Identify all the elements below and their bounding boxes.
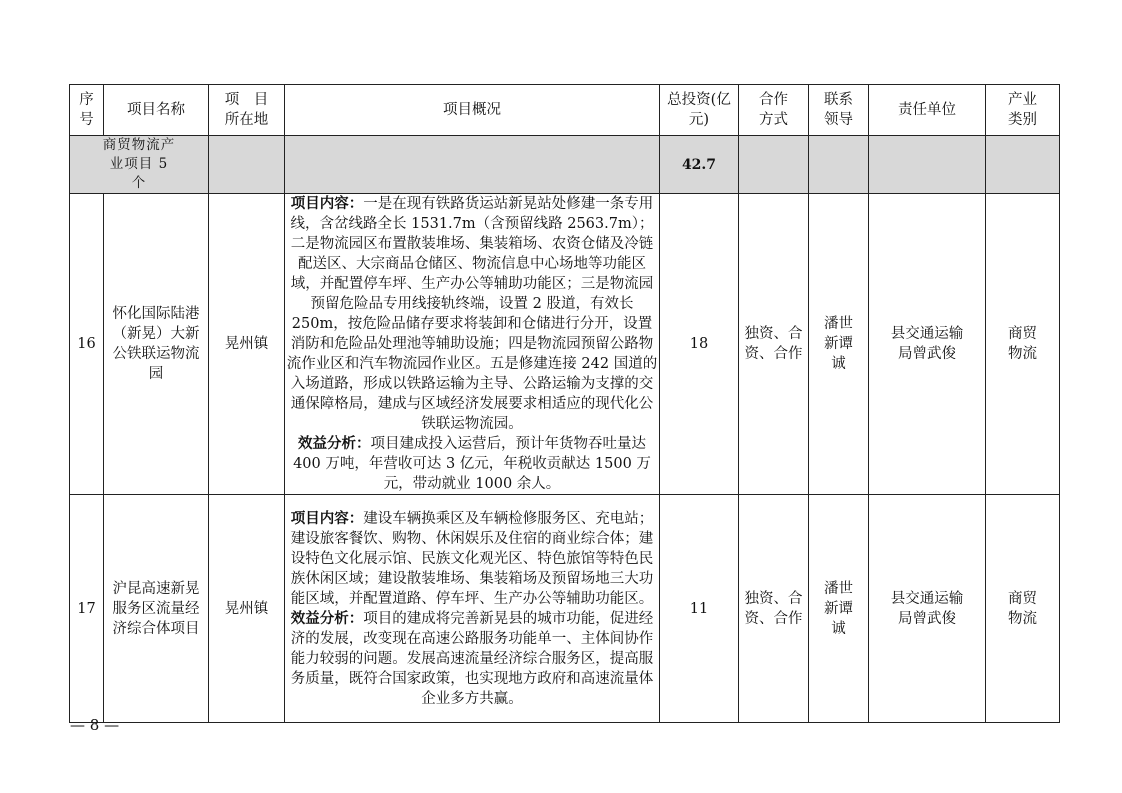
row-leader: 潘世新谭 诚 bbox=[809, 495, 869, 723]
category-empty-unit bbox=[869, 136, 986, 194]
table-row bbox=[70, 495, 1060, 723]
header-category: 产业类别 bbox=[986, 85, 1060, 136]
header-investment: 总投资(亿元) bbox=[660, 85, 739, 136]
content-text: 一是在现有铁路货运站新晃站处修建一条专用线，含岔线路全长 1531.7m（含预留线路 2563.7m）；二是物流园区布置散装堆场、集装箱场、农资仓储及冷链配送区、大宗商品仓储区、物流信息中心场地等功能区域，并配置停车坪、生产办公等辅助功能区；三是物流园预留危险品专用线接轨终端，设置 2 股道，有效长 250m，按危险品储存要求将装卸和仓储进行分开，设置消防和危险品处理池等辅助设施；四是物流园预留公路物流作业区和汽车物流园作业区。五是修建连接 242 国道的入场道路，形成以铁路运输为主导、公路运输为支撑的交通保障格局，建成与区域经济发展要求相适应的现代化公铁联运物流园。 bbox=[286, 196, 658, 432]
category-row bbox=[70, 136, 1060, 194]
row-cooperation: 独资、合资、合作 bbox=[739, 194, 809, 495]
row-category: 商贸物流 bbox=[986, 194, 1060, 495]
row-unit: 县交通运输局曾武俊 bbox=[869, 194, 986, 495]
row-location: 晃州镇 bbox=[209, 194, 285, 495]
row-leader: 潘世新谭 诚 bbox=[809, 194, 869, 495]
header-row bbox=[70, 85, 1060, 136]
content-label: 项目内容： bbox=[290, 195, 364, 212]
project-table bbox=[69, 84, 1060, 723]
header-unit: 责任单位 bbox=[869, 85, 986, 136]
page-number: — 8 — bbox=[70, 716, 120, 734]
category-empty-overview bbox=[285, 136, 660, 194]
header-location: 项 目所在地 bbox=[209, 85, 285, 136]
row-overview bbox=[285, 495, 660, 723]
header-overview: 项目概况 bbox=[285, 85, 660, 136]
header-leader: 联系领导 bbox=[809, 85, 869, 136]
row-investment: 11 bbox=[660, 495, 739, 723]
category-investment: 42.7 bbox=[660, 136, 739, 194]
row-seq: 16 bbox=[70, 194, 104, 495]
category-empty-category bbox=[986, 136, 1060, 194]
benefit-text: 项目的建成将完善新晃县的城市功能，促进经济的发展，改变现在高速公路服务功能单一、主体间协作能力较弱的问题。发展高速流量经济综合服务区，提高服务质量，既符合国家政策，也实现地方政府和高速流量体企业多方共赢。 bbox=[290, 610, 654, 707]
row-category: 商贸物流 bbox=[986, 495, 1060, 723]
category-empty-location bbox=[209, 136, 285, 194]
benefit-text: 项目建成投入运营后，预计年货物吞吐量达 400 万吨，年营收可达 3 亿元，年税收贡献达 1500 万元，带动就业 1000 余人。 bbox=[293, 436, 651, 492]
content-label: 项目内容： bbox=[290, 509, 364, 527]
row-unit: 县交通运输局曾武俊 bbox=[869, 495, 986, 723]
row-name: 沪昆高速新晃服务区流量经济综合体项目 bbox=[104, 495, 209, 723]
category-empty-cooperation bbox=[739, 136, 809, 194]
row-cooperation: 独资、合资、合作 bbox=[739, 495, 809, 723]
category-empty-leader bbox=[809, 136, 869, 194]
row-location: 晃州镇 bbox=[209, 495, 285, 723]
header-seq: 序号 bbox=[70, 85, 104, 136]
row-seq: 17 bbox=[70, 495, 104, 723]
benefit-label: 效益分析： bbox=[290, 609, 364, 627]
header-name: 项目名称 bbox=[104, 85, 209, 136]
category-name: 商贸物流产业项目 5 个 bbox=[70, 136, 209, 194]
row-overview bbox=[285, 194, 660, 495]
content-text: 建设车辆换乘区及车辆检修服务区、充电站；建设旅客餐饮、购物、休闲娱乐及住宿的商业综合体；建设特色文化展示馆、民族文化观光区、特色旅馆等特色民族休闲区域；建设散装堆场、集装箱场及预留场地三大功能区域，并配置道路、停车坪、生产办公等辅助功能区。 bbox=[290, 510, 654, 607]
row-name: 怀化国际陆港（新晃）大新公铁联运物流园 bbox=[104, 194, 209, 495]
table-row bbox=[70, 194, 1060, 495]
header-cooperation: 合作方式 bbox=[739, 85, 809, 136]
row-investment: 18 bbox=[660, 194, 739, 495]
benefit-label: 效益分析： bbox=[298, 435, 371, 452]
